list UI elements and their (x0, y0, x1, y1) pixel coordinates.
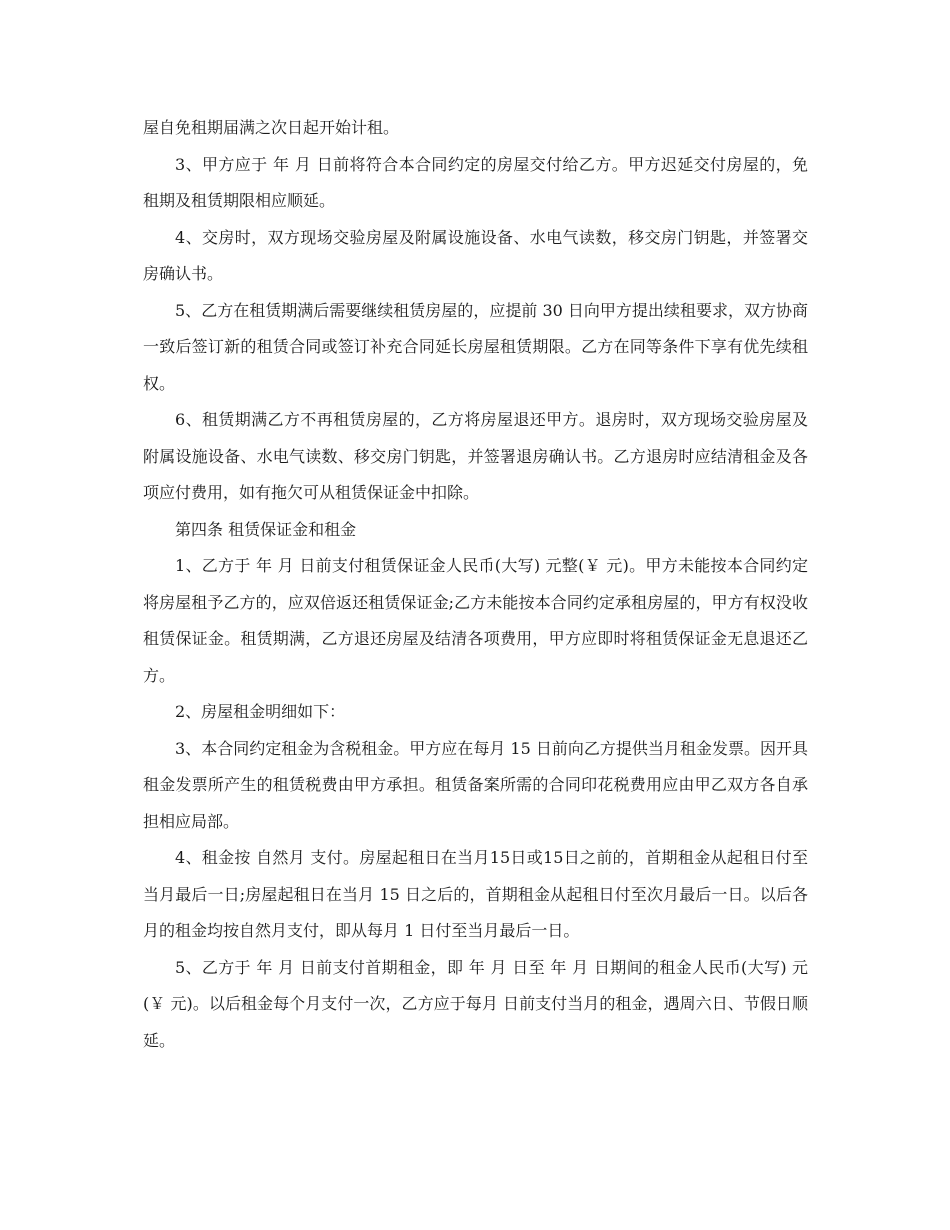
paragraph-clause-3-3: 3、甲方应于 年 月 日前将符合本合同约定的房屋交付给乙方。甲方迟延交付房屋的，免租期及租赁期限相应顺延。 (143, 154, 808, 210)
article-4-heading: 第四条 租赁保证金和租金 (175, 519, 357, 539)
paragraph-clause-4-1: 1、乙方于 年 月 日前支付租赁保证金人民币(大写) 元整(￥ 元)。甲方未能按本合同约定将房屋租予乙方的，应双倍返还租赁保证金;乙方未能按本合同约定承租房屋的，甲方有权没收租赁保证金。租赁期满，乙方退还房屋及结清各项费用，甲方应即时将租赁保证金无息退还乙方。 (143, 556, 808, 685)
document-body (143, 110, 808, 1059)
paragraph-clause-4-5: 5、乙方于 年 月 日前支付首期租金，即 年 月 日至 年 月 日期间的租金人民币(大写) 元(￥ 元)。以后租金每个月支付一次，乙方应于每月 日前支付当月的租金，遇周六日、节假日顺延。 (143, 957, 808, 1050)
paragraph-clause-3-4: 4、交房时，双方现场交验房屋及附属设施设备、水电气读数，移交房门钥匙，并签署交房确认书。 (143, 227, 808, 283)
paragraph-clause-4-4: 4、租金按 自然月 支付。房屋起租日在当月15日或15日之前的，首期租金从起租日付至当月最后一日;房屋起租日在当月 15 日之后的，首期租金从起租日付至次月最后一日。以后各月的租金均按自然月支付，即从每月 1 日付至当月最后一日。 (143, 848, 808, 940)
paragraph-clause-3-6: 6、租赁期满乙方不再租赁房屋的，乙方将房屋退还甲方。退房时，双方现场交验房屋及附属设施设备、水电气读数、移交房门钥匙，并签署退房确认书。乙方退房时应结清租金及各项应付费用，如有拖欠可从租赁保证金中扣除。 (143, 410, 808, 502)
paragraph-clause-3-5: 5、乙方在租赁期满后需要继续租赁房屋的，应提前 30 日向甲方提出续租要求，双方协商一致后签订新的租赁合同或签订补充合同延长房屋租赁期限。乙方在同等条件下享有优先续租权。 (143, 300, 808, 393)
paragraph-clause-4-2: 2、房屋租金明细如下： (175, 702, 346, 721)
paragraph-continued: 屋自免租期届满之次日起开始计租。 (143, 118, 400, 137)
paragraph-clause-4-3: 3、本合同约定租金为含税租金。甲方应在每月 15 日前向乙方提供当月租金发票。因开具租金发票所产生的租赁税费由甲方承担。租赁备案所需的合同印花税费用应由甲乙双方各自承担相应局部。 (143, 738, 808, 831)
